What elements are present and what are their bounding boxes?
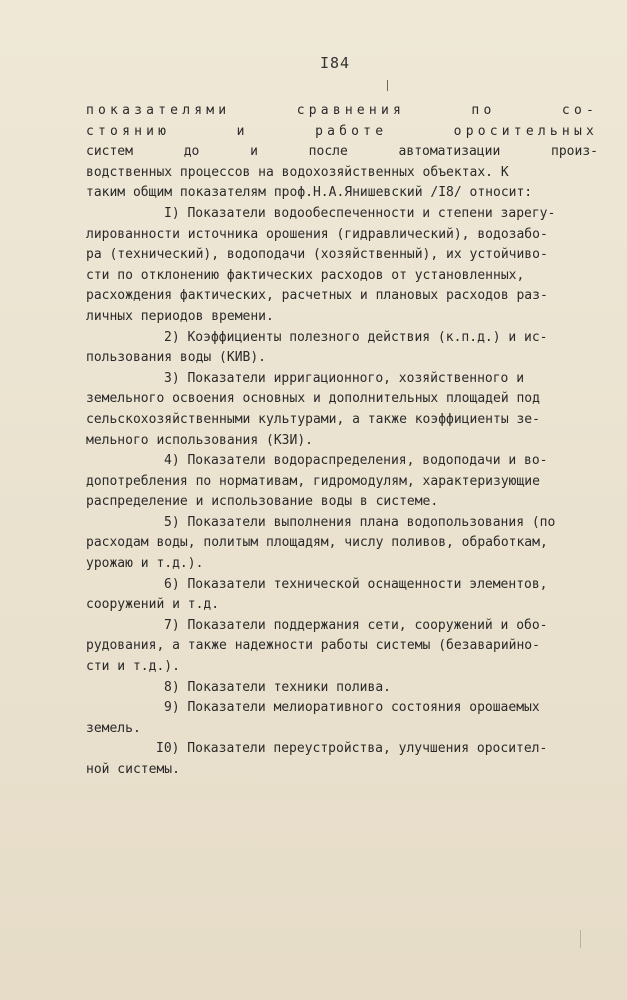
text-line: сти и т.д.). <box>86 659 180 675</box>
text-line: лированности источника орошения (гидравлический), водозабо- <box>86 226 548 242</box>
text-line: рудования, а также надежности работы системы (безаварийно- <box>86 638 540 654</box>
margin-mark <box>580 930 581 948</box>
text-line: допотребления по нормативам, гидромодулям, характеризующие <box>86 473 540 489</box>
text-line: систем до и после автоматизации произ- <box>86 144 598 160</box>
text-line: ной системы. <box>86 762 180 777</box>
text-line: личных периодов времени. <box>86 308 274 324</box>
text-line: 3) Показатели ирригационного, хозяйственного и <box>164 370 525 386</box>
text-line: расходам воды, политым площадям, числу поливов, обработкам, <box>86 535 548 551</box>
text-line: распределение и использование воды в системе. <box>86 494 439 510</box>
text-line: I) Показатели водообеспеченности и степени зарегу- <box>164 205 556 221</box>
text-line: стоянию и работе оросительных <box>86 123 598 139</box>
text-line: сельскохозяйственными культурами, а также коэффициенты зе- <box>86 411 540 427</box>
text-line: земель. <box>86 720 141 736</box>
text-line: расхождения фактических, расчетных и плановых расходов раз- <box>86 288 548 304</box>
text-line: урожаю и т.д.). <box>86 556 204 572</box>
text-line: ра (технический), водоподачи (хозяйственный), их устойчиво- <box>86 247 548 263</box>
text-line: таким общим показателям проф.Н.А.Янишевский /I8/ относит: <box>86 185 533 201</box>
text-line: сти по отклонению фактических расходов от установленных, <box>86 267 525 283</box>
text-line: 4) Показатели водораспределения, водоподачи и во- <box>164 453 548 469</box>
text-line: пользования воды (КИВ). <box>86 350 267 366</box>
page-number: I84 <box>320 54 351 72</box>
text-line: 5) Показатели выполнения плана водопользования (по <box>164 514 556 530</box>
margin-tick <box>387 80 388 91</box>
text-line: 6) Показатели технической оснащенности элементов, <box>164 576 548 592</box>
text-line: водственных процессов на водохозяйственных объектах. К <box>86 164 509 180</box>
text-line: 2) Коэффициенты полезного действия (к.п.д.) и ис- <box>164 329 548 345</box>
text-line: показателями сравнения по со- <box>86 103 598 118</box>
text-line: I0) Показатели переустройства, улучшения оросител- <box>156 741 548 757</box>
text-line: земельного освоения основных и дополнительных площадей под <box>86 391 540 407</box>
body-text <box>86 101 598 781</box>
text-line: 7) Показатели поддержания сети, сооружений и обо- <box>164 617 548 633</box>
text-line: 9) Показатели мелиоративного состояния орошаемых <box>164 700 540 716</box>
text-line: 8) Показатели техники полива. <box>164 679 391 695</box>
text-line: мельного использования (КЗИ). <box>86 432 313 448</box>
text-line: сооружений и т.д. <box>86 597 220 613</box>
